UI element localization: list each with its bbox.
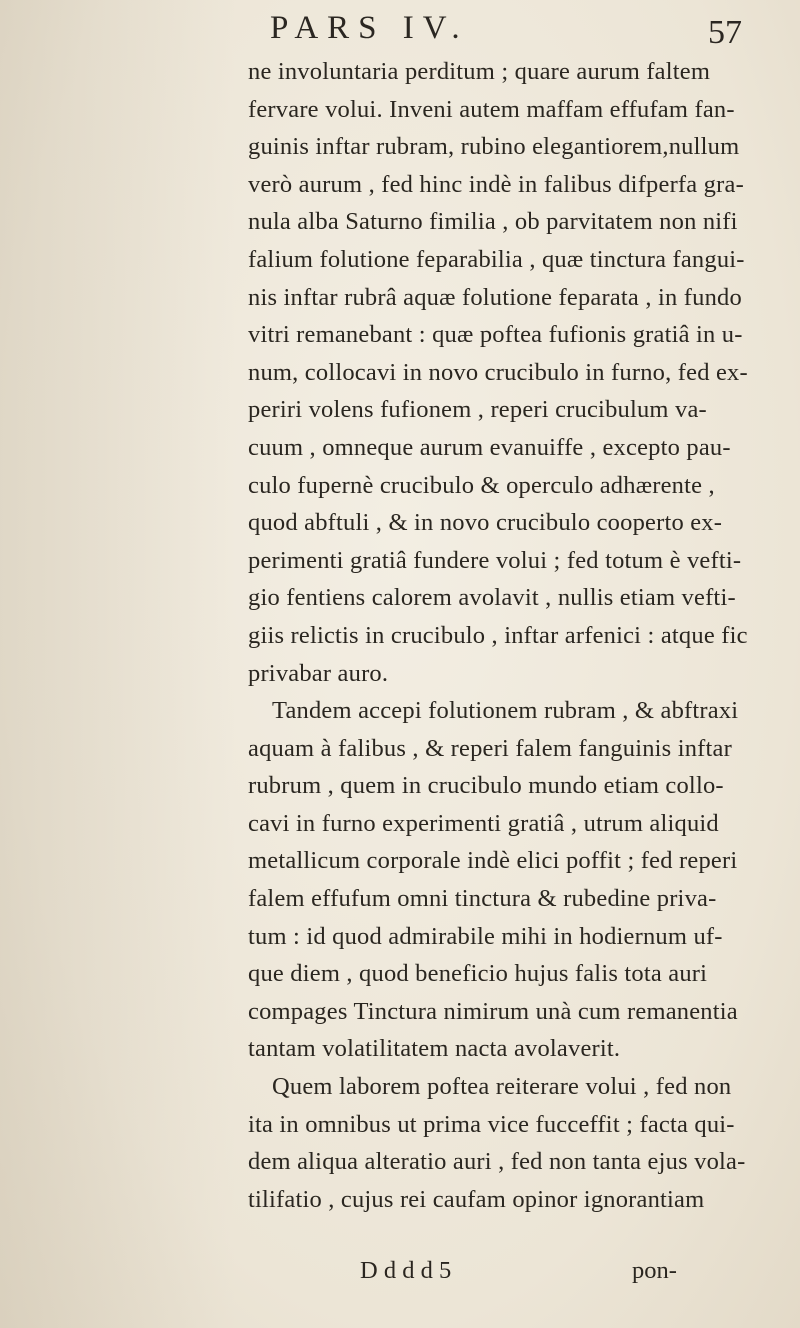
- text-line: gio fentiens calorem avolavit , nullis etiam vefti-: [248, 584, 736, 612]
- text-line: cavi in furno experimenti gratiâ , utrum aliquid: [248, 809, 719, 837]
- page-header: [0, 8, 800, 56]
- text-line: que diem , quod beneficio hujus falis tota auri: [248, 960, 708, 988]
- text-line: privabar auro.: [248, 659, 389, 687]
- text-line: aquam à falibus , & reperi falem fanguinis inftar: [248, 734, 732, 762]
- page-number: 57: [708, 14, 742, 51]
- text-line: compages Tinctura nimirum unà cum remanentia: [248, 997, 738, 1025]
- text-line: ita in omnibus ut prima vice fucceffit ; facta qui-: [248, 1110, 735, 1138]
- text-line: fervare volui. Inveni autem maffam effufam fan-: [248, 95, 735, 123]
- text-line: ne involuntaria perditum ; quare aurum faltem: [248, 58, 711, 85]
- text-line: tilifatio , cujus rei caufam opinor ignorantiam: [248, 1185, 705, 1213]
- text-line: dem aliqua alteratio auri , fed non tanta ejus vola-: [248, 1148, 746, 1176]
- text-line: vitri remanebant : quæ poftea fufionis gratiâ in u-: [248, 321, 743, 349]
- text-line: periri volens fufionem , reperi crucibulum va-: [248, 396, 707, 424]
- signature-mark: D d d d 5: [360, 1257, 452, 1284]
- text-line: verò aurum , fed hinc indè in falibus difperfa gra-: [248, 170, 744, 198]
- paragraph-start-line: Tandem accepi folutionem rubram , & abftraxi: [272, 697, 739, 725]
- page-edge-shadow: [0, 0, 235, 1328]
- paragraph-start-line: Quem laborem poftea reiterare volui , fed non: [272, 1073, 732, 1101]
- text-line: culo fupernè crucibulo & operculo adhærente ,: [248, 471, 715, 499]
- text-line: tum : id quod admirabile mihi in hodiernum uf-: [248, 922, 723, 950]
- text-line: nula alba Saturno fimilia , ob parvitatem non nifi: [248, 208, 738, 236]
- text-line: nis inftar rubrâ aquæ folutione feparata , in fundo: [248, 283, 742, 311]
- text-line: tantam volatilitatem nacta avolaverit.: [248, 1035, 621, 1063]
- text-line: cuum , omneque aurum evanuiffe , excepto pau-: [248, 433, 731, 461]
- text-line: falem effufum omni tinctura & rubedine priva-: [248, 885, 717, 913]
- text-line: guinis inftar rubram, rubino elegantiorem,nullum: [248, 133, 740, 161]
- text-line: rubrum , quem in crucibulo mundo etiam collo-: [248, 772, 724, 800]
- page-footer: [320, 1257, 790, 1297]
- text-line: quod abftuli , & in novo crucibulo cooperto ex-: [248, 509, 723, 537]
- text-line: num, collocavi in novo crucibulo in furno, fed ex-: [248, 358, 748, 386]
- text-line: perimenti gratiâ fundere volui ; fed totum è vefti-: [248, 546, 742, 574]
- running-head: PARS IV.: [270, 10, 469, 46]
- text-line: metallicum corporale indè elici poffit ; fed reperi: [248, 847, 738, 875]
- catchword: pon-: [632, 1257, 677, 1284]
- text-line: falium folutione feparabilia , quæ tinctura fangui-: [248, 245, 745, 273]
- body-text: [248, 53, 788, 1218]
- text-line: giis relictis in crucibulo , inftar arfenici : atque fic: [248, 621, 748, 649]
